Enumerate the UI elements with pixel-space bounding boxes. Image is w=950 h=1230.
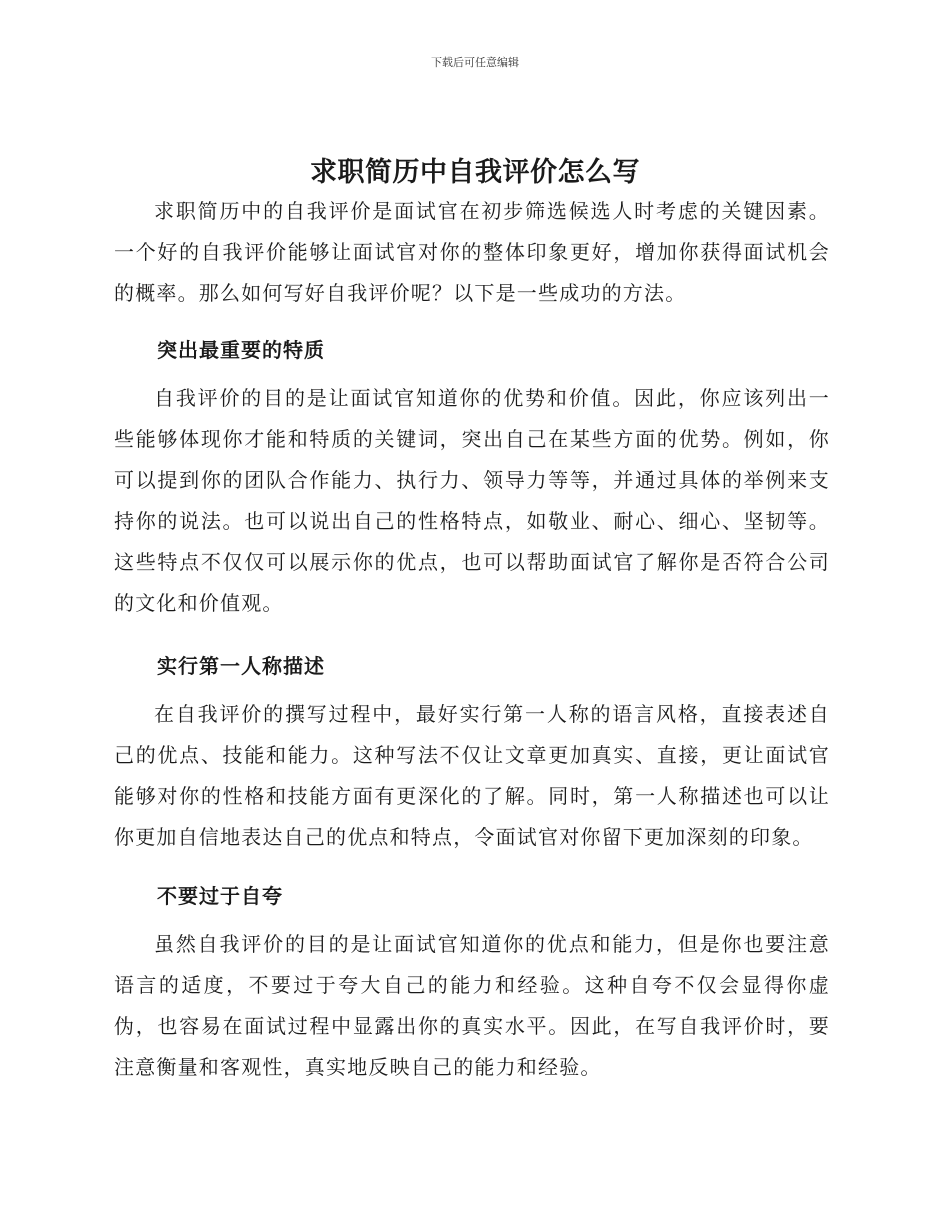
intro-paragraph: 求职简历中的自我评价是面试官在初步筛选候选人时考虑的关键因素。一个好的自我评价能够让面试官对你的整体印象更好，增加你获得面试机会的概率。那么如何写好自我评价呢？以下是一些成功的方法。 bbox=[114, 199, 830, 305]
section-body-first-person: 在自我评价的撰写过程中，最好实行第一人称的语言风格，直接表述自己的优点、技能和能力。这种写法不仅让文章更加真实、直接，更让面试官能够对你的性格和技能方面有更深化的了解。同时，第一人称描述也可以让你更加自信地表达自己的优点和特点，令面试官对你留下更加深刻的印象。 bbox=[114, 702, 830, 849]
section-body-traits: 自我评价的目的是让面试官知道你的优势和价值。因此，你应该列出一些能够体现你才能和特质的关键词，突出自己在某些方面的优势。例如，你可以提到你的团队合作能力、执行力、领导力等等，并通过具体的举例来支持你的说法。也可以说出自己的性格特点，如敬业、耐心、细心、坚韧等。这些特点不仅仅可以展示你的优点，也可以帮助面试官了解你是否符合公司的文化和价值观。 bbox=[114, 386, 830, 615]
document-title: 求职简历中自我评价怎么写 bbox=[310, 157, 640, 188]
section-heading-first-person: 实行第一人称描述 bbox=[157, 654, 325, 678]
section-heading-no-boasting: 不要过于自夸 bbox=[157, 884, 283, 908]
section-body-no-boasting: 虽然自我评价的目的是让面试官知道你的优点和能力，但是你也要注意语言的适度，不要过于夸大自己的能力和经验。这种自夸不仅会显得你虚伪，也容易在面试过程中显露出你的真实水平。因此，在写自我评价时，要注意衡量和客观性，真实地反映自己的能力和经验。 bbox=[114, 932, 830, 1079]
header-note: 下载后可任意编辑 bbox=[431, 56, 519, 69]
section-heading-traits: 突出最重要的特质 bbox=[157, 338, 325, 362]
